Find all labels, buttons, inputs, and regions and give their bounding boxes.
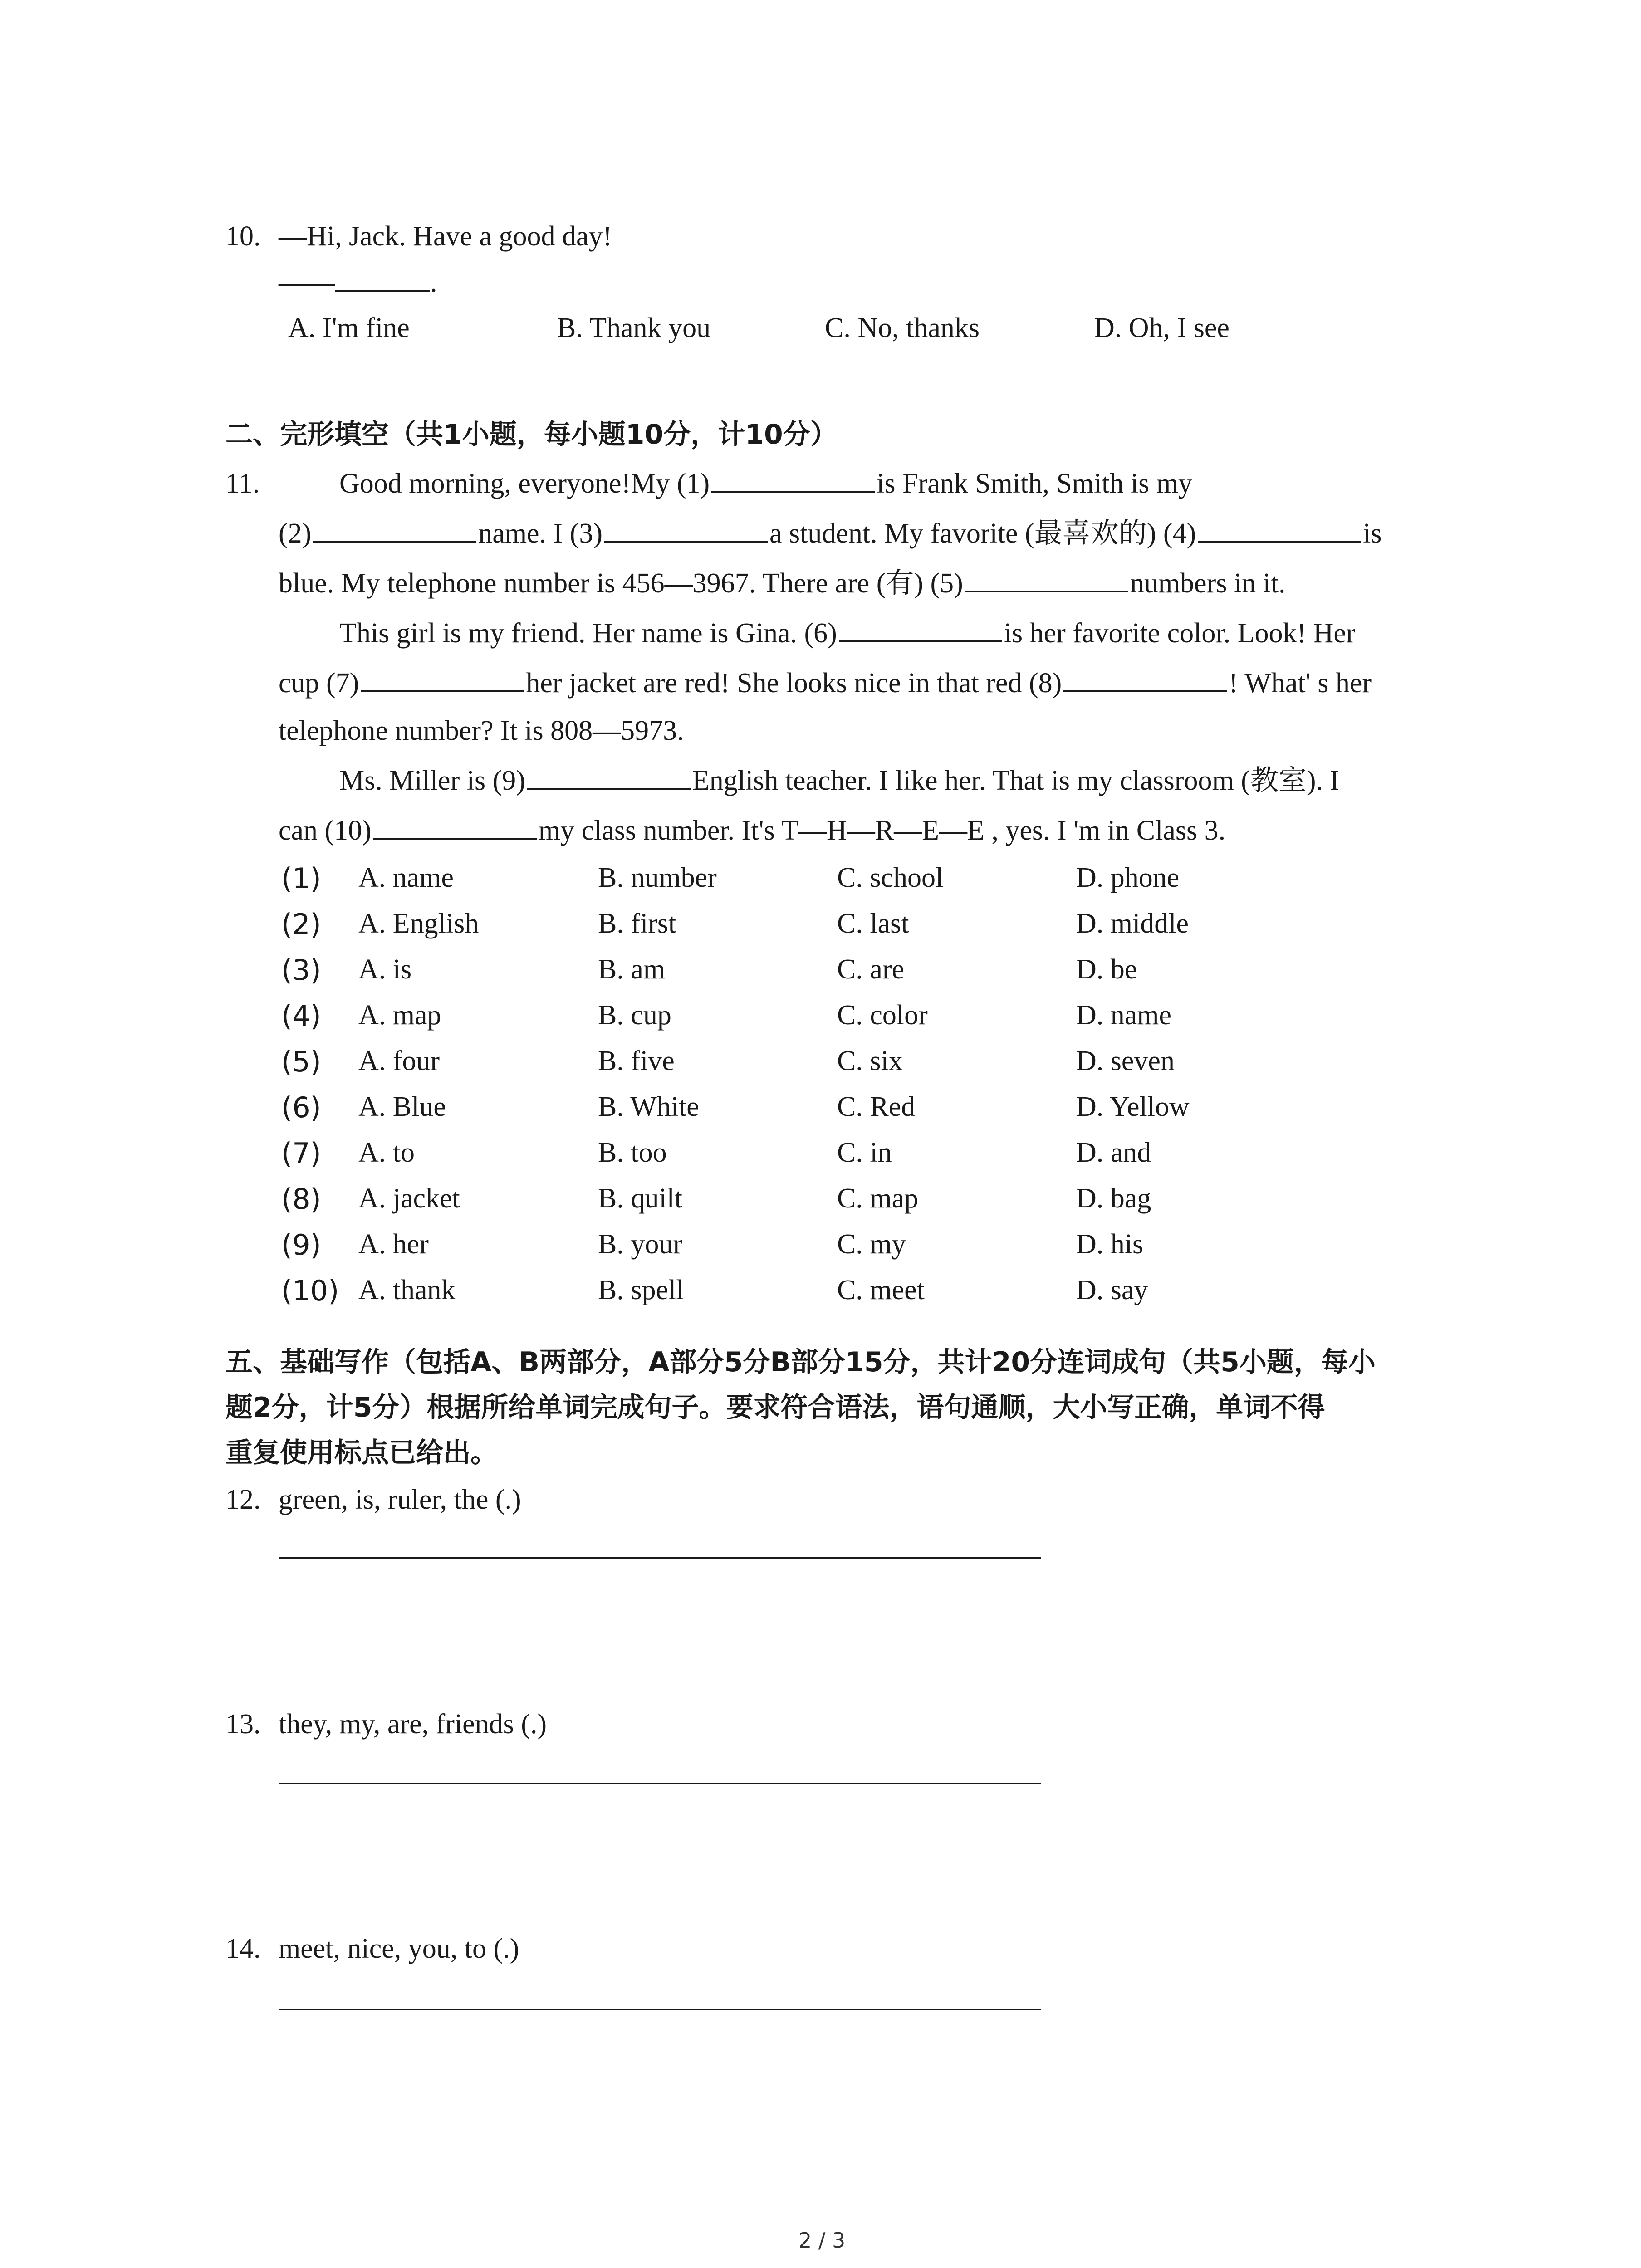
choice-d[interactable]: D. bag (1076, 1183, 1151, 1214)
q10-dash: —— (279, 267, 335, 298)
blank-8[interactable] (1063, 690, 1227, 692)
choice-b[interactable]: B. cup (598, 1000, 671, 1031)
q13-answer-line[interactable] (279, 1783, 1041, 1784)
choice-number: (1) (281, 862, 321, 895)
choice-a[interactable]: A. four (358, 1046, 440, 1076)
q14-words: meet, nice, you, to (.) (279, 1933, 519, 1964)
q12-answer-line[interactable] (279, 1557, 1041, 1559)
choice-a[interactable]: A. thank (358, 1275, 456, 1305)
choice-c[interactable]: C. my (837, 1229, 906, 1260)
choice-number: (7) (281, 1137, 321, 1170)
q11-line-5 (279, 669, 1372, 697)
q11-text: name. I (3) (478, 518, 603, 549)
q11-number: 11. (225, 468, 260, 499)
choice-c[interactable]: C. are (837, 954, 905, 985)
choice-a[interactable]: A. is (358, 954, 412, 985)
choice-a[interactable]: A. Blue (358, 1091, 446, 1122)
q10-option-b[interactable]: B. Thank you (557, 313, 711, 343)
blank-3[interactable] (604, 540, 768, 543)
choice-d[interactable]: D. his (1076, 1229, 1144, 1260)
q11-line-1 (339, 469, 1192, 498)
choice-number: (5) (281, 1045, 321, 1078)
choice-row (0, 1137, 1641, 1173)
choice-c[interactable]: C. color (837, 1000, 928, 1031)
choice-d[interactable]: D. seven (1076, 1046, 1175, 1076)
section5-title-line3: 重复使用标点已给出。 (225, 1437, 498, 1469)
q10-option-d[interactable]: D. Oh, I see (1094, 313, 1230, 343)
q11-line-3 (279, 569, 1286, 597)
q11-text: her jacket are red! She looks nice in that red (8) (526, 668, 1062, 699)
choice-number: (3) (281, 953, 321, 987)
q11-text: blue. My telephone number is 456—3967. There are (有) (5) (279, 568, 963, 599)
q11-text: a student. My favorite (最喜欢的) (4) (769, 518, 1196, 549)
choice-d[interactable]: D. phone (1076, 862, 1180, 893)
q11-text: ! What' s her (1229, 668, 1372, 699)
choice-b[interactable]: B. your (598, 1229, 682, 1260)
q11-text: can (10) (279, 815, 372, 846)
q14-answer-line[interactable] (279, 2009, 1041, 2010)
choice-b[interactable]: B. first (598, 908, 676, 939)
blank-5[interactable] (965, 590, 1128, 592)
choice-b[interactable]: B. too (598, 1137, 667, 1168)
choice-row (0, 1045, 1641, 1081)
choice-a[interactable]: A. name (358, 862, 454, 893)
choice-row (0, 908, 1641, 944)
page-number: 2 / 3 (798, 2228, 846, 2253)
choice-d[interactable]: D. be (1076, 954, 1137, 985)
choice-row (0, 953, 1641, 990)
blank-4[interactable] (1198, 540, 1361, 543)
q14-number: 14. (225, 1933, 261, 1964)
q11-line-4 (339, 619, 1356, 647)
choice-d[interactable]: D. middle (1076, 908, 1189, 939)
choice-row (0, 1091, 1641, 1127)
q10-prompt: —Hi, Jack. Have a good day! (279, 221, 612, 252)
choice-b[interactable]: B. am (598, 954, 666, 985)
section2-title: 二、完形填空（共1小题，每小题10分，计10分） (225, 419, 838, 450)
choice-number: (9) (281, 1228, 321, 1261)
q12-words: green, is, ruler, the (.) (279, 1484, 521, 1515)
choice-b[interactable]: B. White (598, 1091, 699, 1122)
q13-words: they, my, are, friends (.) (279, 1709, 547, 1740)
q11-text: Good morning, everyone!My (1) (339, 468, 710, 499)
blank-1[interactable] (711, 490, 875, 493)
section5-title-line2: 题2分，计5分）根据所给单词完成句子。要求符合语法，语句通顺，大小写正确，单词不得 (225, 1392, 1325, 1423)
choice-c[interactable]: C. in (837, 1137, 892, 1168)
q11-line-8 (279, 816, 1225, 845)
q11-text: (2) (279, 518, 312, 549)
choice-d[interactable]: D. say (1076, 1275, 1148, 1305)
choice-a[interactable]: A. map (358, 1000, 441, 1031)
q11-text: is her favorite color. Look! Her (1004, 618, 1356, 649)
choice-b[interactable]: B. spell (598, 1275, 684, 1305)
choice-row (0, 999, 1641, 1036)
q10-answer-line (279, 269, 437, 297)
q11-text: cup (7) (279, 668, 359, 699)
choice-b[interactable]: B. number (598, 862, 717, 893)
blank-10[interactable] (373, 837, 537, 840)
q10-option-c[interactable]: C. No, thanks (825, 313, 980, 343)
choice-a[interactable]: A. English (358, 908, 479, 939)
choice-number: (8) (281, 1183, 321, 1216)
q13-number: 13. (225, 1709, 261, 1740)
choice-a[interactable]: A. her (358, 1229, 429, 1260)
blank-9[interactable] (527, 787, 691, 790)
choice-number: (6) (281, 1091, 321, 1124)
choice-c[interactable]: C. Red (837, 1091, 916, 1122)
choice-d[interactable]: D. Yellow (1076, 1091, 1190, 1122)
choice-number: (2) (281, 908, 321, 941)
choice-d[interactable]: D. name (1076, 1000, 1172, 1031)
q10-option-a[interactable]: A. I'm fine (288, 313, 410, 343)
blank-2[interactable] (313, 540, 476, 543)
q10-number: 10. (225, 221, 261, 252)
choice-c[interactable]: C. last (837, 908, 909, 939)
choice-a[interactable]: A. jacket (358, 1183, 460, 1214)
choice-c[interactable]: C. meet (837, 1275, 925, 1305)
choice-row (0, 1274, 1641, 1310)
q11-text: my class number. It's T—H—R—E—E , yes. I 'm in Class 3. (538, 815, 1226, 846)
q11-line-6: telephone number? It is 808—5973. (279, 715, 684, 746)
q11-text: This girl is my friend. Her name is Gina. (6) (339, 618, 837, 649)
choice-number: (10) (281, 1274, 339, 1307)
q10-end: . (430, 267, 437, 298)
q11-text: is Frank Smith, Smith is my (877, 468, 1193, 499)
q11-line-7 (339, 767, 1339, 795)
q11-text: numbers in it. (1130, 568, 1286, 599)
q11-text: Ms. Miller is (9) (339, 765, 525, 796)
choice-c[interactable]: C. map (837, 1183, 919, 1214)
choice-c[interactable]: C. six (837, 1046, 903, 1076)
q12-number: 12. (225, 1484, 261, 1515)
choice-b[interactable]: B. five (598, 1046, 675, 1076)
choice-a[interactable]: A. to (358, 1137, 415, 1168)
choice-number: (4) (281, 999, 321, 1032)
section5-title-line1: 五、基础写作（包括A、B两部分，A部分5分B部分15分，共计20分连词成句（共5小题，每小 (225, 1346, 1376, 1378)
blank-7[interactable] (361, 690, 524, 692)
q11-line-2 (279, 519, 1381, 547)
choice-c[interactable]: C. school (837, 862, 944, 893)
choice-b[interactable]: B. quilt (598, 1183, 683, 1214)
q10-answer-blank[interactable] (335, 289, 430, 292)
choice-row (0, 1183, 1641, 1219)
choice-row (0, 862, 1641, 898)
q11-text: English teacher. I like her. That is my classroom (教室). I (692, 765, 1340, 796)
choice-row (0, 1228, 1641, 1265)
choice-d[interactable]: D. and (1076, 1137, 1151, 1168)
blank-6[interactable] (839, 640, 1002, 642)
q11-text: is (1363, 518, 1382, 549)
